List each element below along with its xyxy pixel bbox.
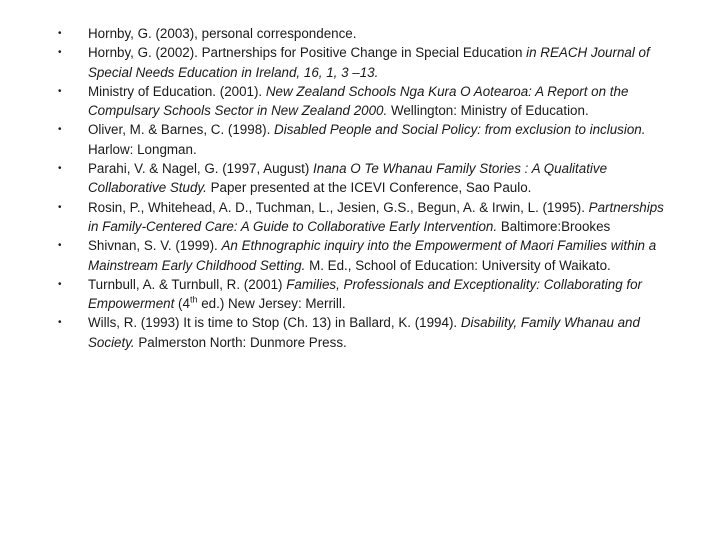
reference-text: Harlow: Longman.: [88, 141, 197, 157]
bullet-icon: •: [58, 47, 62, 59]
reference-text: ed.) New Jersey: Merrill.: [197, 296, 346, 312]
reference-text: Hornby, G. (2002). Partnerships for Positive Change in Special Education: [88, 45, 527, 61]
bullet-icon: •: [58, 201, 62, 213]
reference-text: M. Ed., School of Education: University of Waikato.: [305, 257, 611, 273]
reference-text: Rosin, P., Whitehead, A. D., Tuchman, L., Jesien, G.S., Begun, A. & Irwin, L. (1995).: [88, 199, 589, 215]
reference-superscript: th: [189, 294, 198, 305]
bullet-icon: •: [58, 28, 62, 39]
bullet-icon: •: [58, 278, 62, 290]
reference-text: Parahi, V. & Nagel, G. (1997, August): [88, 161, 314, 177]
reference-item: [50, 159, 670, 198]
reference-text: Wills, R. (1993) It is time to Stop (Ch. 13) in Ballard, K. (1994).: [88, 315, 461, 331]
bullet-icon: •: [58, 163, 62, 175]
reference-title: in REACH Journal of Special Needs Education in Ireland, 16, 1, 3 –13.: [88, 45, 650, 80]
bullet-icon: •: [58, 317, 62, 329]
reference-item: [50, 313, 670, 352]
bullet-icon: •: [58, 124, 62, 136]
reference-text: Oliver, M. & Barnes, C. (1998).: [88, 122, 275, 138]
reference-title: Partnerships in Family-Centered Care: A Guide to Collaborative Early Intervention.: [88, 199, 664, 234]
reference-item: [50, 43, 670, 82]
reference-text: (4: [174, 296, 190, 312]
reference-title: Disabled People and Social Policy: from exclusion to inclusion.: [274, 122, 646, 138]
bullet-icon: •: [58, 85, 62, 97]
reference-text: Ministry of Education. (2001).: [88, 83, 266, 99]
reference-title: New Zealand Schools Nga Kura O Aotearoa: A Report on the Compulsary Schools Sector in New Zealand 2000.: [88, 83, 629, 119]
reference-text: Palmerston North: Dunmore Press.: [134, 334, 347, 350]
reference-text: Turnbull, A. & Turnbull, R. (2001): [88, 276, 287, 292]
reference-item: [50, 236, 670, 275]
reference-title: Inana O Te Whanau Family Stories : A Qualitative Collaborative Study.: [88, 161, 608, 196]
reference-text: Wellington: Ministry of Education.: [387, 103, 589, 119]
reference-item: [50, 120, 670, 159]
reference-title: An Ethnographic inquiry into the Empowerment of Maori Families within a Mainstream Early Childhood Setting.: [88, 238, 657, 273]
reference-title: Disability, Family Whanau and Society.: [88, 315, 640, 350]
reference-text: Hornby, G. (2003), personal correspondence.: [88, 26, 357, 41]
reference-text: Paper presented at the ICEVI Conference, Sao Paulo.: [206, 180, 532, 196]
reference-item: [50, 198, 670, 237]
reference-title: Families, Professionals and Exceptionality: Collaborating for Empowerment: [88, 276, 643, 312]
reference-text: Baltimore:Brookes: [497, 218, 611, 234]
reference-item: [50, 24, 670, 43]
reference-text: Shivnan, S. V. (1999).: [88, 238, 222, 254]
reference-list: [50, 24, 670, 352]
reference-item: [50, 82, 670, 121]
bullet-icon: •: [58, 240, 62, 252]
reference-item: [50, 275, 670, 314]
